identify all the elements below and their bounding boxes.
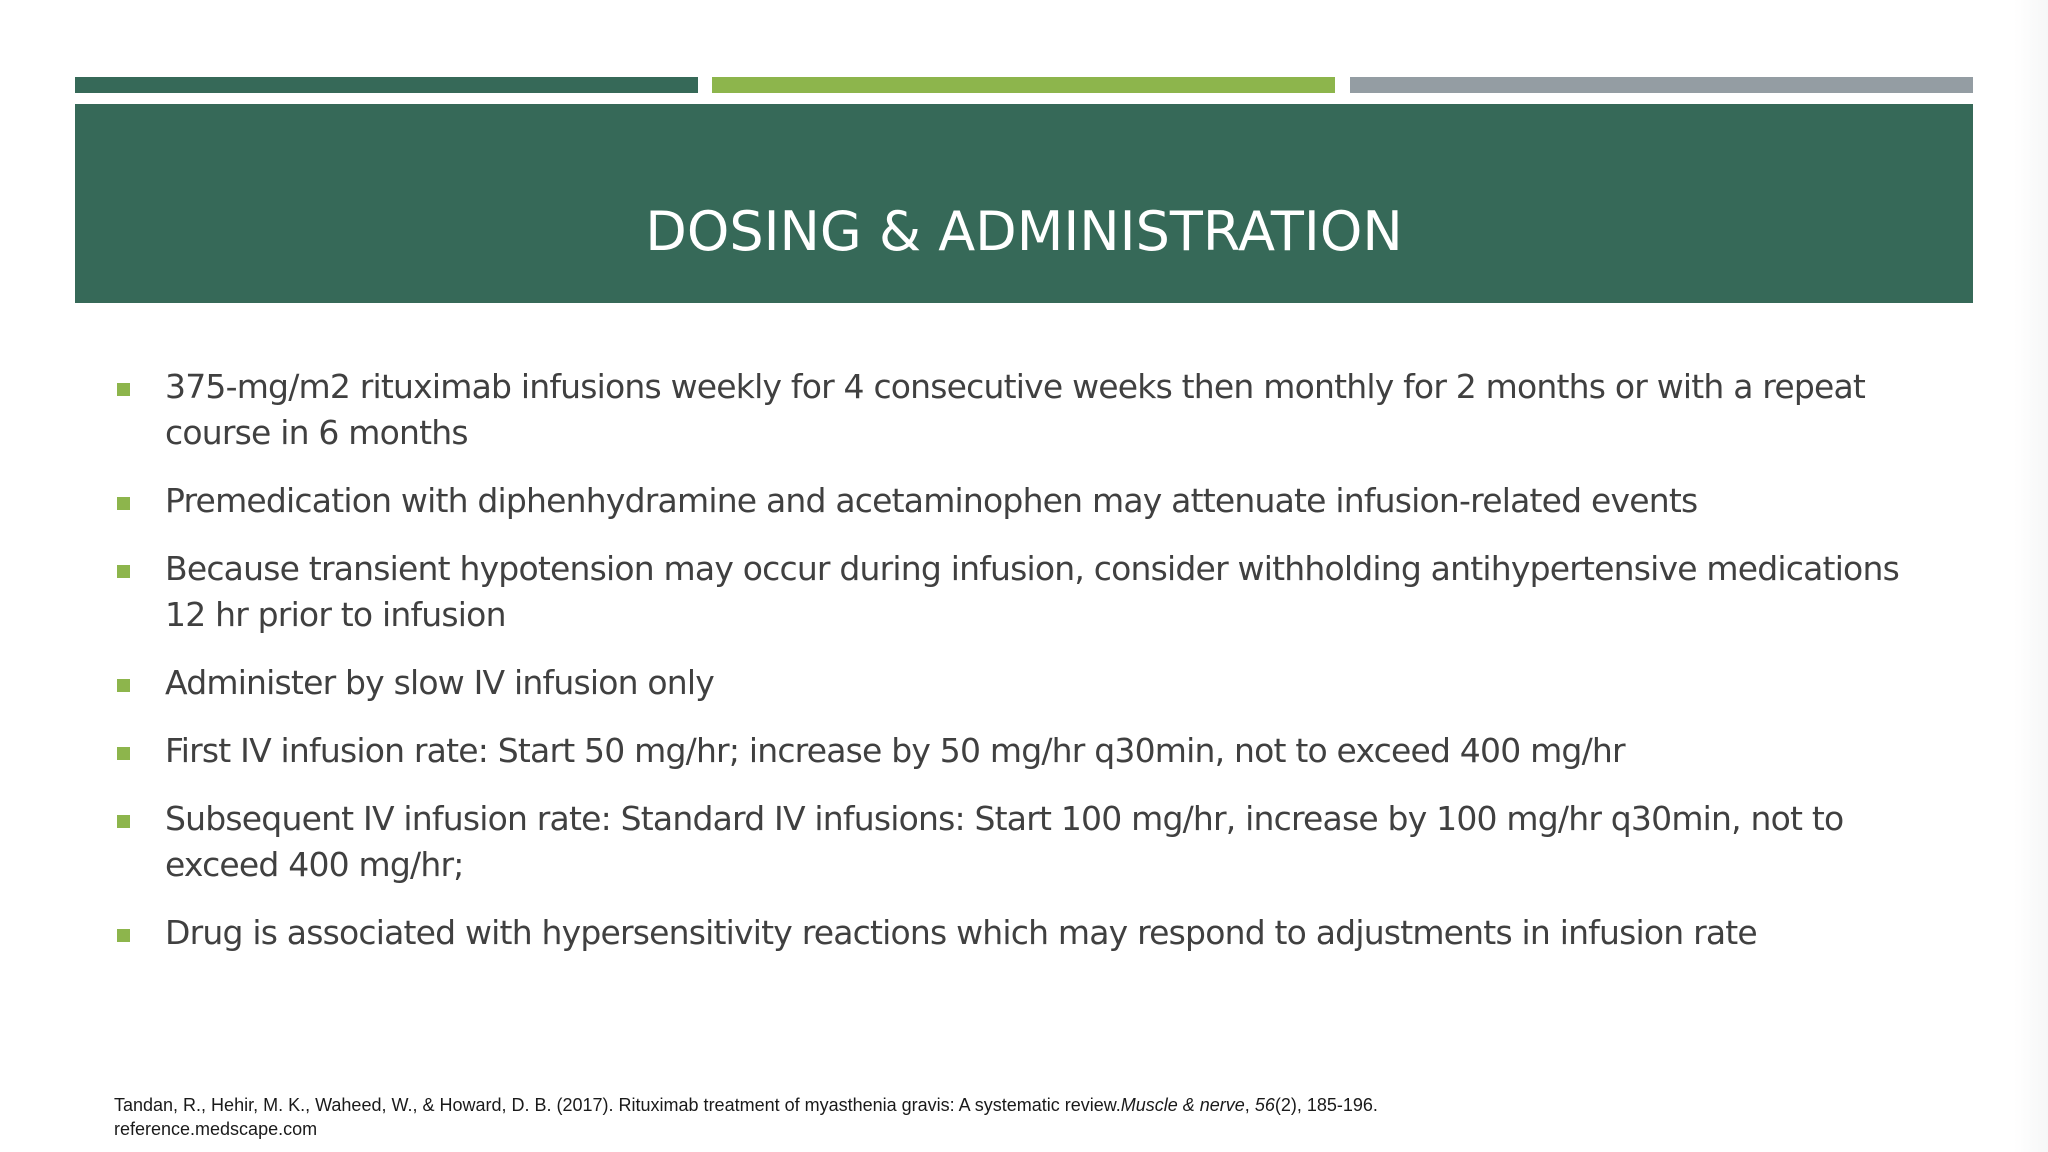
bullet-text: Because transient hypotension may occur during infusion, consider withholding antihypertensive medications 12 hr prior to infusion bbox=[165, 549, 1899, 634]
slide-title: DOSING & ADMINISTRATION bbox=[645, 200, 1403, 263]
square-bullet-icon bbox=[117, 815, 130, 828]
bullet-text: Subsequent IV infusion rate: Standard IV infusions: Start 100 mg/hr, increase by 100 mg/hr q30min, not to exceed 400 mg/hr; bbox=[165, 799, 1844, 884]
square-bullet-icon bbox=[117, 679, 130, 692]
square-bullet-icon bbox=[117, 497, 130, 510]
citation-separator: , bbox=[1244, 1095, 1255, 1115]
slide-edge-shade bbox=[2014, 0, 2048, 1152]
square-bullet-icon bbox=[117, 747, 130, 760]
accent-bar-dark-green bbox=[75, 77, 698, 93]
bullet-list bbox=[115, 364, 1915, 978]
square-bullet-icon bbox=[117, 929, 130, 942]
bullet-item bbox=[115, 660, 1915, 706]
citation bbox=[114, 1093, 1378, 1141]
citation-reference bbox=[114, 1093, 1378, 1117]
bullet-item bbox=[115, 546, 1915, 638]
bullet-item bbox=[115, 910, 1915, 956]
bullet-text: Drug is associated with hypersensitivity reactions which may respond to adjustments in infusion rate bbox=[165, 913, 1757, 952]
citation-issue-pages: (2), 185-196. bbox=[1274, 1095, 1378, 1115]
accent-bar-light-green bbox=[712, 77, 1335, 93]
bullet-text: First IV infusion rate: Start 50 mg/hr; increase by 50 mg/hr q30min, not to exceed 400 mg/hr bbox=[165, 731, 1625, 770]
bullet-text: Premedication with diphenhydramine and acetaminophen may attenuate infusion-related events bbox=[165, 481, 1698, 520]
bullet-item bbox=[115, 728, 1915, 774]
title-band bbox=[75, 104, 1973, 303]
bullet-text: Administer by slow IV infusion only bbox=[165, 663, 715, 702]
citation-volume: 56 bbox=[1254, 1095, 1275, 1115]
bullet-item bbox=[115, 364, 1915, 456]
bullet-item bbox=[115, 478, 1915, 524]
citation-journal: Muscle & nerve bbox=[1120, 1095, 1245, 1115]
square-bullet-icon bbox=[117, 383, 130, 396]
accent-bar-gray bbox=[1350, 77, 1973, 93]
citation-authors: Tandan, R., Hehir, M. K., Waheed, W., & Howard, D. B. (2017). Rituximab treatment of myasthenia gravis: A systematic review. bbox=[114, 1095, 1121, 1115]
citation-source: reference.medscape.com bbox=[114, 1119, 318, 1139]
bullet-text: 375-mg/m2 rituximab infusions weekly for 4 consecutive weeks then monthly for 2 months or with a repeat course in 6 months bbox=[165, 367, 1866, 452]
bullet-item bbox=[115, 796, 1915, 888]
square-bullet-icon bbox=[117, 565, 130, 578]
